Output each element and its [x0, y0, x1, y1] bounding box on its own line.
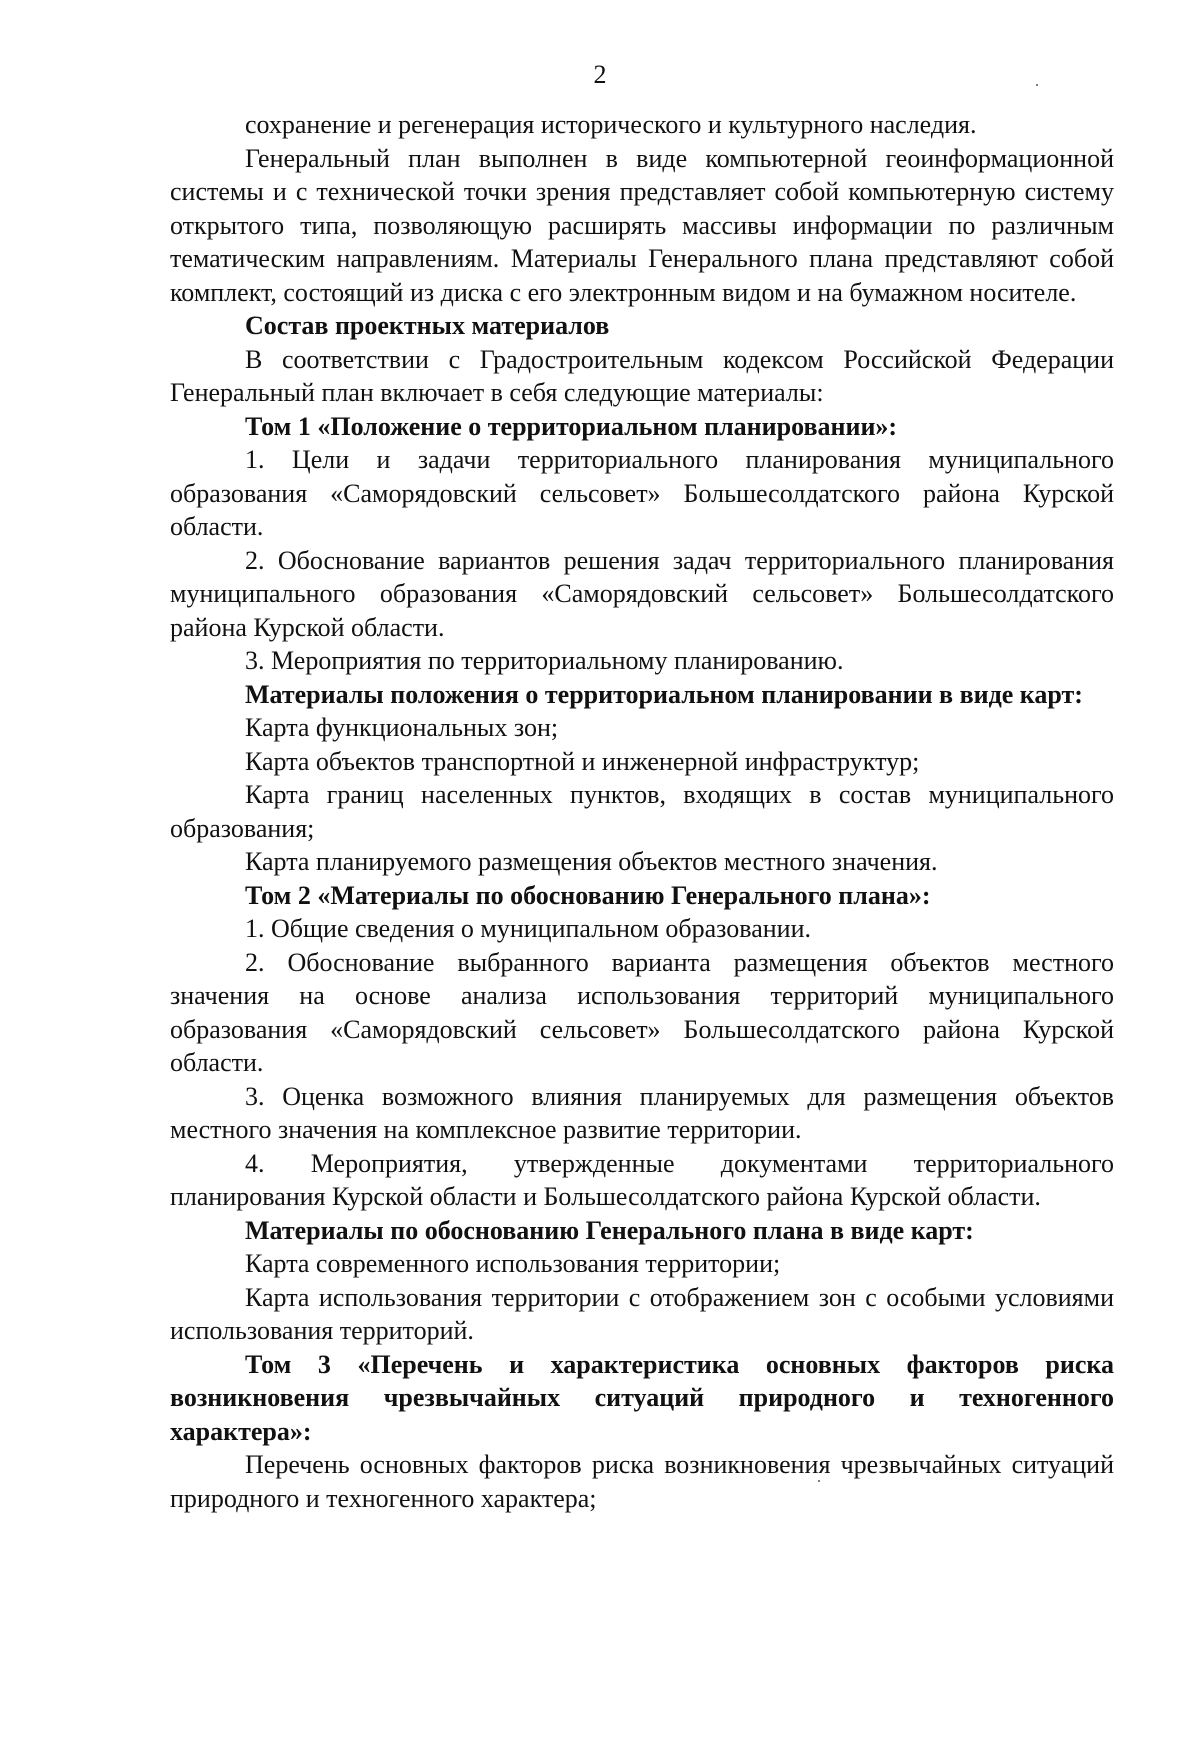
list-item: Карта планируемого размещения объектов местного значения.: [245, 847, 938, 876]
paragraph: Генеральный план выполнен в виде компьютерной геоинформационной системы и с технической точки зрения представляет собой компьютерную систему открытого типа, позволяющую расширять массивы информации по различным тематическим направлениям. Материалы Генерального плана представляют собой комплект, состоящий из диска с его электронным видом и на бумажном носителе.: [170, 143, 1114, 307]
list-item: Карта границ населенных пунктов, входящих в состав муниципального образования;: [170, 780, 1114, 843]
list-item: 1. Цели и задачи территориального планирования муниципального образования «Саморядовский сельсовет» Большесолдатского района Курской области.: [170, 445, 1114, 541]
scan-speck: [1036, 84, 1038, 86]
page-number: 2: [593, 60, 607, 89]
list-item: 4. Мероприятия, утвержденные документами территориального планирования Курской области и Большесолдатского района Курской области.: [170, 1148, 1114, 1211]
list-item: Карта использования территории с отображением зон с особыми условиями использования территорий.: [170, 1282, 1114, 1345]
list-item: 3. Мероприятия по территориальному планированию.: [245, 646, 844, 675]
list-item: Карта объектов транспортной и инженерной инфраструктур;: [245, 746, 920, 776]
section-heading: Материалы положения о территориальном планировании в виде карт:: [245, 679, 1083, 709]
list-item: 2. Обоснование выбранного варианта размещения объектов местного значения на основе анализа использования территорий муниципального образования «Саморядовский сельсовет» Большесолдатского района Курской области.: [170, 947, 1114, 1077]
document-body: [170, 108, 1114, 1515]
section-heading: Том 1 «Положение о территориальном планировании»:: [245, 411, 898, 441]
section-heading: Материалы по обоснованию Генерального плана в виде карт:: [245, 1215, 974, 1245]
paragraph: сохранение и регенерация исторического и культурного наследия.: [245, 110, 977, 139]
section-heading: Том 2 «Материалы по обоснованию Генерального плана»:: [245, 880, 931, 910]
list-item: 2. Обоснование вариантов решения задач территориального планирования муниципального образования «Саморядовский сельсовет» Большесолдатского района Курской области.: [170, 545, 1114, 642]
section-heading: Состав проектных материалов: [245, 311, 610, 340]
list-item: 3. Оценка возможного влияния планируемых для размещения объектов местного значения на комплексное развитие территории.: [170, 1081, 1114, 1144]
list-item: Карта современного использования территории;: [245, 1249, 781, 1278]
list-item: Перечень основных факторов риска возникновения чрезвычайных ситуаций природного и техногенного характера;: [170, 1450, 1114, 1513]
paragraph: В соответствии с Градостроительным кодексом Российской Федерации Генеральный план включает в себя следующие материалы:: [170, 344, 1114, 407]
list-item: 1. Общие сведения о муниципальном образовании.: [245, 914, 811, 943]
scan-speck: [818, 1480, 820, 1482]
list-item: Карта функциональных зон;: [245, 713, 559, 742]
section-heading: Том 3 «Перечень и характеристика основных факторов риска возникновения чрезвычайных ситуаций природного и техногенного характера»:: [170, 1349, 1114, 1446]
